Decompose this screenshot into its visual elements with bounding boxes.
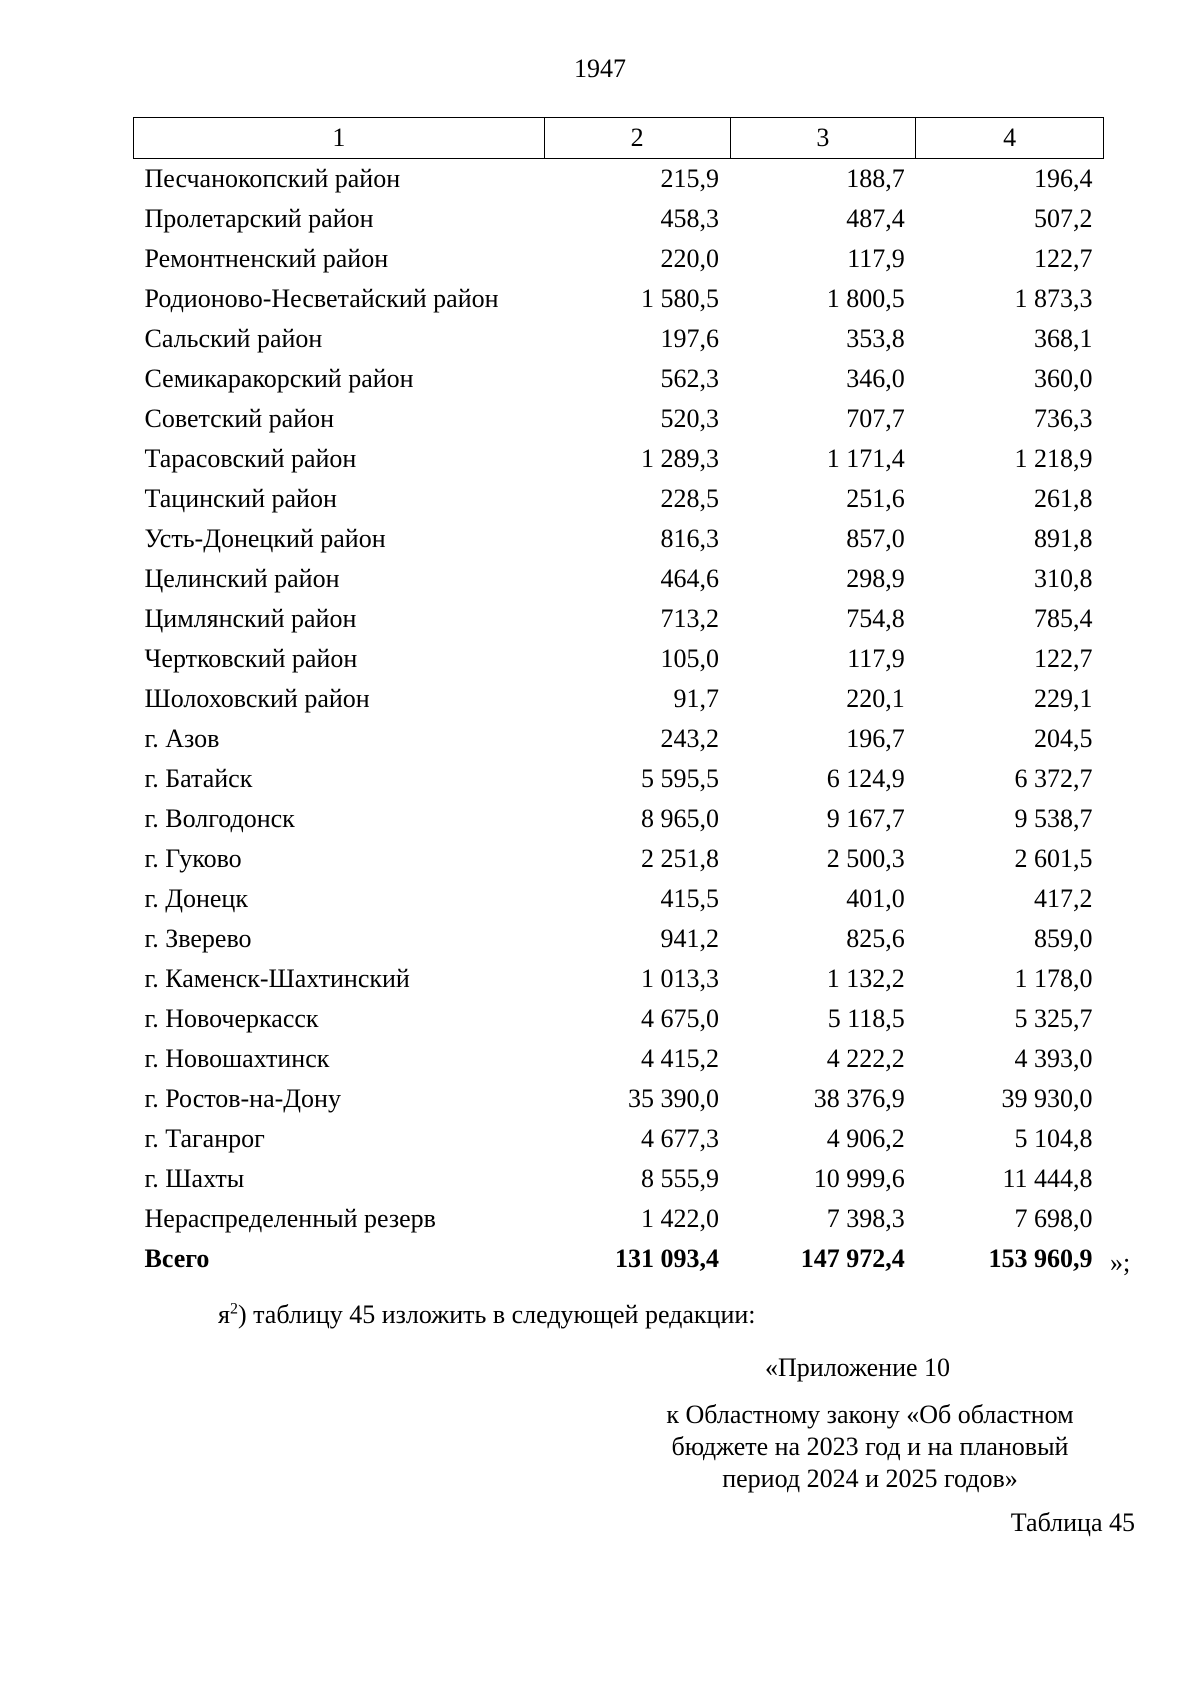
cell-value-2023: 105,0 <box>660 644 720 673</box>
table-row <box>134 359 1104 399</box>
budget-table <box>133 117 1104 1279</box>
cell-name: Песчанокопский район <box>144 164 401 193</box>
cell-value-2025: 39 930,0 <box>1001 1084 1093 1113</box>
table-row <box>134 799 1104 839</box>
column-header-2: 2 <box>544 118 730 159</box>
cell-name: г. Гуково <box>144 844 242 873</box>
cell-value-2023: 562,3 <box>660 364 720 393</box>
cell-name: г. Донецк <box>144 884 248 913</box>
total-label: Всего <box>144 1244 210 1273</box>
table-row <box>134 439 1104 479</box>
table-row <box>134 199 1104 239</box>
cell-value-2023: 2 251,8 <box>641 844 720 873</box>
cell-name: Ремонтненский район <box>144 244 389 273</box>
table-row <box>134 1199 1104 1239</box>
cell-value-2025: 5 325,7 <box>1014 1004 1093 1033</box>
appendix-title: «Приложение 10 <box>765 1353 951 1382</box>
cell-value-2024: 401,0 <box>846 884 905 913</box>
table-header <box>134 118 1104 159</box>
cell-value-2025: 2 601,5 <box>1014 844 1093 873</box>
amendment-letter: я <box>218 1300 230 1329</box>
cell-value-2025: 122,7 <box>1034 244 1093 273</box>
amendment-text: ) таблицу 45 изложить в следующей редакции: <box>237 1300 756 1329</box>
cell-value-2023: 4 677,3 <box>641 1124 720 1153</box>
cell-value-2025: 736,3 <box>1034 404 1093 433</box>
cell-value-2024: 825,6 <box>846 924 905 953</box>
cell-name: Чертковский район <box>144 644 358 673</box>
amendment-paragraph <box>218 1300 756 1330</box>
cell-value-2025: 1 873,3 <box>1014 284 1093 313</box>
cell-value-2024: 9 167,7 <box>826 804 905 833</box>
table-row <box>134 639 1104 679</box>
cell-value-2024: 220,1 <box>846 684 905 713</box>
appendix-reference-line: бюджете на 2023 год и на плановый <box>671 1432 1069 1461</box>
table-row <box>134 759 1104 799</box>
cell-value-2025: 859,0 <box>1034 924 1093 953</box>
cell-value-2023: 220,0 <box>660 244 720 273</box>
cell-name: г. Зверево <box>144 924 252 953</box>
cell-value-2023: 215,9 <box>660 164 720 193</box>
cell-name: г. Каменск-Шахтинский <box>144 964 410 993</box>
cell-value-2023: 458,3 <box>660 204 720 233</box>
cell-value-2025: 11 444,8 <box>1002 1164 1093 1193</box>
cell-name: г. Таганрог <box>144 1124 265 1153</box>
page-number: 1947 <box>574 54 626 83</box>
cell-name: г. Батайск <box>144 764 253 793</box>
appendix-reference-line: к Областному закону «Об областном <box>666 1400 1074 1429</box>
cell-value-2024: 5 118,5 <box>827 1004 905 1033</box>
cell-value-2024: 1 132,2 <box>826 964 905 993</box>
cell-value-2025: 229,1 <box>1034 684 1093 713</box>
cell-value-2023: 1 580,5 <box>641 284 720 313</box>
cell-value-2023: 1 289,3 <box>641 444 720 473</box>
cell-value-2024: 251,6 <box>846 484 905 513</box>
table-row <box>134 479 1104 519</box>
cell-value-2023: 520,3 <box>660 404 720 433</box>
table-row <box>134 519 1104 559</box>
cell-name: г. Ростов-на-Дону <box>144 1084 341 1113</box>
table-row <box>134 719 1104 759</box>
cell-value-2023: 4 415,2 <box>641 1044 720 1073</box>
cell-value-2023: 941,2 <box>660 924 720 953</box>
cell-value-2025: 1 178,0 <box>1014 964 1093 993</box>
cell-name: Советский район <box>144 404 335 433</box>
column-header-4: 4 <box>916 118 1104 159</box>
cell-value-2025: 6 372,7 <box>1014 764 1093 793</box>
cell-value-2024: 487,4 <box>846 204 905 233</box>
table-row <box>134 679 1104 719</box>
table-row <box>134 319 1104 359</box>
cell-value-2025: 196,4 <box>1034 164 1093 193</box>
cell-value-2025: 204,5 <box>1034 724 1093 753</box>
cell-value-2023: 91,7 <box>673 684 720 713</box>
appendix-reference <box>620 1399 1120 1495</box>
cell-name: Шолоховский район <box>144 684 370 713</box>
table-row <box>134 839 1104 879</box>
cell-value-2025: 9 538,7 <box>1014 804 1093 833</box>
cell-value-2025: 7 698,0 <box>1014 1204 1093 1233</box>
cell-name: Усть-Донецкий район <box>144 524 386 553</box>
cell-value-2025: 368,1 <box>1034 324 1093 353</box>
table-row <box>134 879 1104 919</box>
cell-value-2025: 4 393,0 <box>1014 1044 1093 1073</box>
amendment-superscript: 2 <box>229 1300 238 1318</box>
cell-value-2023: 713,2 <box>660 604 720 633</box>
cell-value-2023: 228,5 <box>660 484 720 513</box>
cell-value-2023: 415,5 <box>660 884 720 913</box>
cell-value-2024: 707,7 <box>846 404 905 433</box>
cell-value-2023: 8 555,9 <box>641 1164 720 1193</box>
cell-name: Тацинский район <box>144 484 337 513</box>
table-label: Таблица 45 <box>1010 1508 1135 1537</box>
table-row <box>134 1079 1104 1119</box>
table-row <box>134 159 1104 200</box>
cell-value-2025: 310,8 <box>1034 564 1093 593</box>
cell-name: Тарасовский район <box>144 444 357 473</box>
cell-value-2024: 2 500,3 <box>826 844 905 873</box>
table-row <box>134 279 1104 319</box>
header-row <box>134 118 1104 159</box>
cell-value-2024: 4 222,2 <box>826 1044 905 1073</box>
table-row <box>134 999 1104 1039</box>
cell-value-2025: 891,8 <box>1034 524 1093 553</box>
table-body <box>134 159 1104 1240</box>
cell-name: Сальский район <box>144 324 323 353</box>
cell-value-2024: 1 800,5 <box>826 284 905 313</box>
cell-value-2025: 417,2 <box>1034 884 1093 913</box>
cell-value-2023: 4 675,0 <box>641 1004 720 1033</box>
table-row <box>134 959 1104 999</box>
cell-value-2024: 117,9 <box>847 244 905 273</box>
total-value-2024: 147 972,4 <box>800 1244 905 1273</box>
table-row <box>134 919 1104 959</box>
cell-name: Цимлянский район <box>144 604 357 633</box>
cell-value-2024: 7 398,3 <box>826 1204 905 1233</box>
table-row <box>134 1039 1104 1079</box>
cell-value-2024: 38 376,9 <box>813 1084 905 1113</box>
cell-value-2023: 1 013,3 <box>641 964 720 993</box>
cell-value-2024: 188,7 <box>846 164 905 193</box>
cell-name: г. Азов <box>144 724 220 753</box>
cell-value-2023: 35 390,0 <box>628 1084 720 1113</box>
cell-value-2025: 785,4 <box>1034 604 1093 633</box>
table-row <box>134 1159 1104 1199</box>
column-header-1: 1 <box>134 118 545 159</box>
cell-value-2023: 816,3 <box>660 524 720 553</box>
cell-name: г. Новошахтинск <box>144 1044 330 1073</box>
cell-value-2025: 360,0 <box>1034 364 1093 393</box>
cell-value-2023: 5 595,5 <box>641 764 720 793</box>
cell-name: Пролетарский район <box>144 204 374 233</box>
cell-name: Родионово-Несветайский район <box>144 284 499 313</box>
cell-value-2024: 857,0 <box>846 524 905 553</box>
cell-value-2023: 8 965,0 <box>641 804 720 833</box>
cell-name: г. Шахты <box>144 1164 245 1193</box>
cell-value-2024: 353,8 <box>846 324 905 353</box>
cell-value-2023: 197,6 <box>660 324 720 353</box>
table-row <box>134 239 1104 279</box>
cell-value-2025: 122,7 <box>1034 644 1093 673</box>
cell-name: г. Новочеркасск <box>144 1004 319 1033</box>
cell-value-2025: 507,2 <box>1034 204 1093 233</box>
cell-name: Нераспределенный резерв <box>144 1204 436 1233</box>
cell-value-2025: 261,8 <box>1034 484 1093 513</box>
cell-value-2023: 1 422,0 <box>641 1204 720 1233</box>
cell-value-2024: 346,0 <box>846 364 905 393</box>
table-row <box>134 399 1104 439</box>
cell-value-2024: 6 124,9 <box>826 764 905 793</box>
cell-name: Семикаракорский район <box>144 364 414 393</box>
cell-value-2023: 464,6 <box>660 564 720 593</box>
cell-value-2025: 5 104,8 <box>1014 1124 1093 1153</box>
cell-value-2024: 4 906,2 <box>826 1124 905 1153</box>
cell-value-2024: 10 999,6 <box>813 1164 905 1193</box>
cell-name: г. Волгодонск <box>144 804 295 833</box>
cell-name: Целинский район <box>144 564 340 593</box>
cell-value-2024: 196,7 <box>846 724 905 753</box>
total-value-2025: 153 960,9 <box>988 1244 1093 1273</box>
appendix-reference-line: период 2024 и 2025 годов» <box>722 1464 1018 1493</box>
column-header-3: 3 <box>730 118 916 159</box>
cell-value-2024: 298,9 <box>846 564 905 593</box>
total-value-2023: 131 093,4 <box>615 1244 720 1273</box>
closing-quote: »; <box>1110 1248 1131 1277</box>
total-row <box>134 1239 1104 1279</box>
table-row <box>134 1119 1104 1159</box>
cell-value-2024: 1 171,4 <box>826 444 905 473</box>
table-row <box>134 559 1104 599</box>
cell-value-2025: 1 218,9 <box>1014 444 1093 473</box>
cell-value-2023: 243,2 <box>660 724 720 753</box>
cell-value-2024: 117,9 <box>847 644 905 673</box>
table-row <box>134 599 1104 639</box>
cell-value-2024: 754,8 <box>846 604 905 633</box>
